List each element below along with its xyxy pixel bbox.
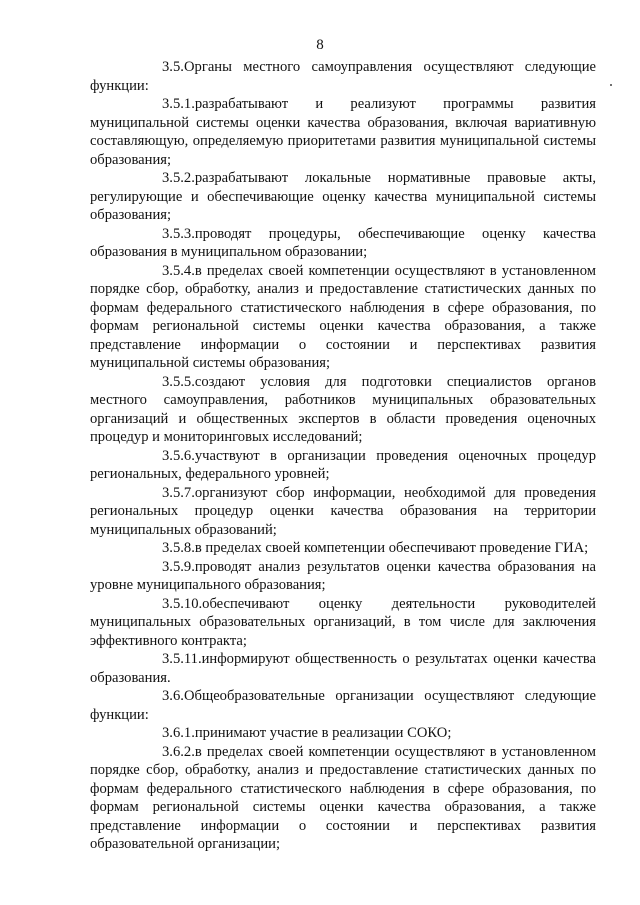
clause-number: 3.5.10. [162,595,203,612]
paragraph-3-6-2 [90,743,596,854]
paragraph-3-6-1 [90,724,596,743]
paragraph-3-5-8 [90,539,596,558]
paragraph-3-5-6 [90,447,596,484]
document-body [90,58,596,854]
paragraph-3-6 [90,687,596,724]
clause-number: 3.5. [162,59,184,75]
clause-number: 3.5.8. [162,540,195,556]
page-number: 8 [316,37,324,53]
paragraph-3-5-2 [90,169,596,225]
clause-number: 3.5.11. [162,651,202,667]
clause-text: разрабатывают локальные нормативные правовые акты, регулирующие и обеспечивающие оценку качества муниципальной системы образования; [90,170,596,223]
clause-text: принимают участие в реализации СОКО; [194,725,452,741]
clause-number: 3.6.1. [162,725,195,741]
clause-text: информируют общественность о результатах оценки качества образования. [90,651,596,686]
paragraph-3-5-5 [90,373,596,447]
clause-text: создают условия для подготовки специалистов органов местного самоуправления, работников муниципальных образовательных организаций и общественных экспертов в области проведения оценочных процедур и мониторинговых исследований; [90,373,596,445]
paragraph-3-5-11 [90,650,596,687]
scan-speck [610,84,612,86]
clause-text: Общеобразовательные организации осуществляют следующие функции: [90,688,596,723]
clause-text: Органы местного самоуправления осуществляют следующие функции: [90,59,596,94]
clause-number: 3.5.7. [162,484,195,501]
clause-text: в пределах своей компетенции обеспечивают проведение ГИА; [194,540,589,556]
paragraph-3-5 [90,58,596,95]
clause-number: 3.6. [162,688,184,704]
clause-number: 3.5.5. [162,373,195,390]
clause-text: в пределах своей компетенции осуществляют в установленном порядке сбор, обработку, анализ и предоставление статистических данных по формам федерального статистического наблюдения в сфере образования, по формам региональной системы оценки качества образования, а также представление информации о состоянии и перспективах развития образовательной организации; [90,743,596,852]
clause-text: участвуют в организации проведения оценочных процедур региональных, федерального уровней; [90,447,596,482]
clause-number: 3.5.2. [162,170,195,186]
clause-number: 3.5.3. [162,225,195,242]
clause-text: в пределах своей компетенции осуществляют в установленном порядке сбор, обработку, анализ и предоставление статистических данных по формам федерального статистического наблюдения в сфере образования, по формам региональной системы оценки качества образования, а также представление информации о состоянии и перспективах развития муниципальной системы образования; [90,262,596,371]
clause-number: 3.5.6. [162,447,195,464]
paragraph-3-5-1 [90,95,596,169]
paragraph-3-5-10 [90,595,596,651]
paragraph-3-5-7 [90,484,596,540]
clause-number: 3.6.2. [162,743,195,760]
clause-number: 3.5.1. [162,96,195,112]
paragraph-3-5-4 [90,262,596,373]
clause-text: проводят анализ результатов оценки качества образования на уровне муниципального образования; [90,558,596,593]
paragraph-3-5-9 [90,558,596,595]
clause-number: 3.5.9. [162,558,195,575]
clause-text: проводят процедуры, обеспечивающие оценку качества образования в муниципальном образовании; [90,225,596,260]
clause-number: 3.5.4. [162,262,195,279]
clause-text: организуют сбор информации, необходимой для проведения региональных процедур оценки качества образования на территории муниципальных образований; [90,484,596,538]
clause-text: обеспечивают оценку деятельности руководителей муниципальных образовательных организаций, в том числе для заключения эффективного контракта; [90,595,596,649]
clause-text: разрабатывают и реализуют программы развития муниципальной системы оценки качества образования, включая вариативную составляющую, определяемую приоритетами развития муниципальной системы образования; [90,96,596,168]
paragraph-3-5-3 [90,225,596,262]
